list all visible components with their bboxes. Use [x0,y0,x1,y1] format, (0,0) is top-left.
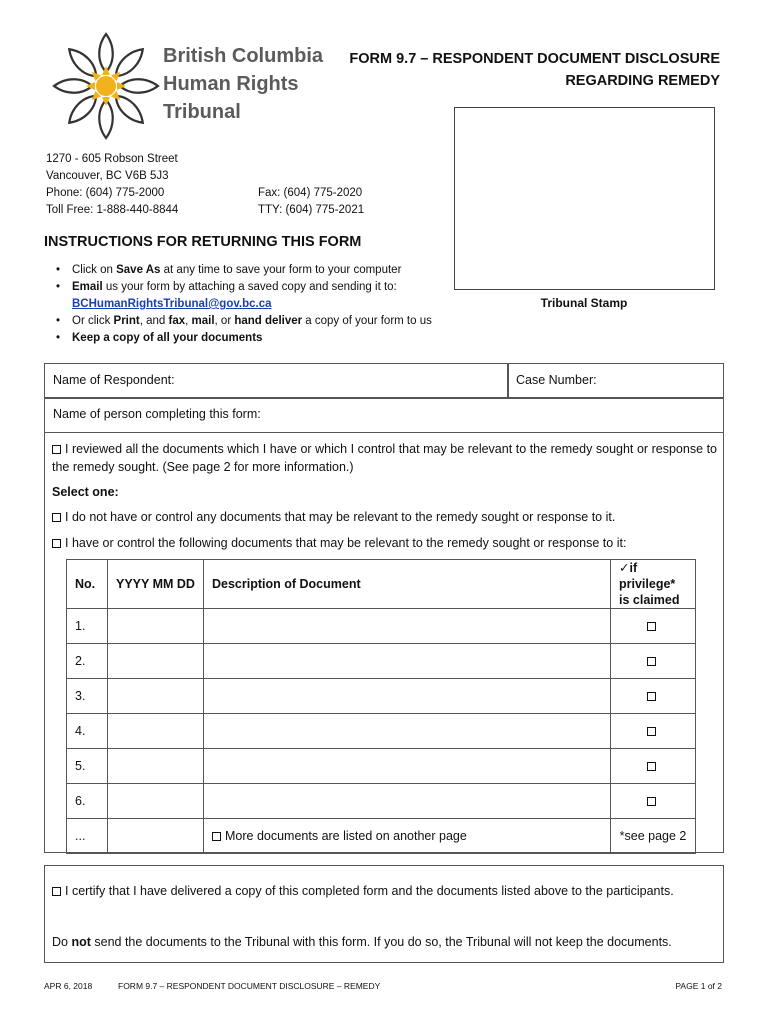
description-cell[interactable] [204,679,611,714]
documents-table [66,559,696,854]
tribunal-stamp-label: Tribunal Stamp [540,296,628,310]
completer-name-field[interactable]: Name of person completing this form: [44,397,724,433]
privilege-checkbox[interactable] [647,692,656,701]
description-cell[interactable] [204,749,611,784]
privilege-checkbox[interactable] [647,727,656,736]
form-title: FORM 9.7 – RESPONDENT DOCUMENT DISCLOSURE REGARDING REMEDY [349,51,720,89]
col-no-header: No. [67,560,108,609]
table-header-row [67,560,696,609]
respondent-name-field[interactable]: Name of Respondent: [44,363,509,399]
description-cell[interactable] [204,644,611,679]
col-privilege-header: ✓if privilege* is claimed [611,560,696,609]
footer-form-name: FORM 9.7 – RESPONDENT DOCUMENT DISCLOSURE – REMEDY [118,981,381,991]
do-not-send-note: Do not send the documents to the Tribunal with this form. If you do so, the Tribunal will not keep the documents. [52,935,672,949]
col-date-header: YYYY MM DD [108,560,204,609]
instructions-list [54,262,432,347]
certify-statement: I certify that I have delivered a copy of this completed form and the documents listed above to the participants. [52,882,717,900]
instruction-keep-copy: • Keep a copy of all your documents [54,330,432,347]
footer-page-number: PAGE 1 of 2 [675,981,722,991]
date-cell[interactable] [108,609,204,644]
table-row: 2. [67,644,696,679]
description-cell[interactable] [204,609,611,644]
table-row: 3. [67,679,696,714]
contact-address: 1270 - 605 Robson Street Vancouver, BC V6B 5J3 Phone: (604) 775-2000 Toll Free: 1-888-440-8844 [46,153,179,216]
privilege-checkbox[interactable] [647,657,656,666]
no-documents-checkbox[interactable] [52,513,61,522]
table-row: 4. [67,714,696,749]
description-cell[interactable] [204,784,611,819]
instruction-print: • Or click Print, and fax, mail, or hand deliver a copy of your form to us [54,313,432,330]
see-page-note: *see page 2 [611,819,696,854]
date-cell[interactable] [108,784,204,819]
select-one-label: Select one: [52,485,119,499]
description-cell[interactable] [204,714,611,749]
option-no-documents: I do not have or control any documents that may be relevant to the remedy sought or response to it. [52,508,615,526]
table-row: 1. [67,609,696,644]
date-cell[interactable] [108,714,204,749]
privilege-checkbox[interactable] [647,797,656,806]
logo-wordmark: British Columbia Human Rights Tribunal [163,45,324,123]
date-cell[interactable] [108,819,204,854]
date-cell[interactable] [108,644,204,679]
date-cell[interactable] [108,749,204,784]
certify-checkbox[interactable] [52,887,61,896]
tribunal-stamp-box [454,107,715,290]
privilege-checkbox[interactable] [647,762,656,771]
instruction-email: • Email us your form by attaching a saved copy and sending it to: BCHumanRightsTribunal@gov.bc.ca [54,279,432,313]
privilege-checkbox[interactable] [647,622,656,631]
contact-fax-tty: Fax: (604) 775-2020 TTY: (604) 775-2021 [258,187,365,216]
date-cell[interactable] [108,679,204,714]
col-description-header: Description of Document [204,560,611,609]
case-number-field[interactable]: Case Number: [507,363,724,399]
table-row: 5. [67,749,696,784]
have-documents-checkbox[interactable] [52,539,61,548]
instructions-heading: INSTRUCTIONS FOR RETURNING THIS FORM [44,234,362,250]
footer-date: APR 6, 2018 [44,981,93,991]
bchrt-logo-icon [52,30,160,140]
table-row-more: ... More documents are listed on another page *see page 2 [67,819,696,854]
option-have-documents: I have or control the following documents that may be relevant to the remedy sought or response to it: [52,534,626,552]
instruction-save: • Click on Save As at any time to save your form to your computer [54,262,432,279]
table-row: 6. [67,784,696,819]
review-checkbox[interactable] [52,445,61,454]
more-documents-checkbox[interactable] [212,832,221,841]
review-statement: I reviewed all the documents which I have or which I control that may be relevant to the remedy sought or response to the remedy sought. (See page 2 for more information.) [52,442,717,474]
tribunal-email-link[interactable]: BCHumanRightsTribunal@gov.bc.ca [72,298,272,310]
